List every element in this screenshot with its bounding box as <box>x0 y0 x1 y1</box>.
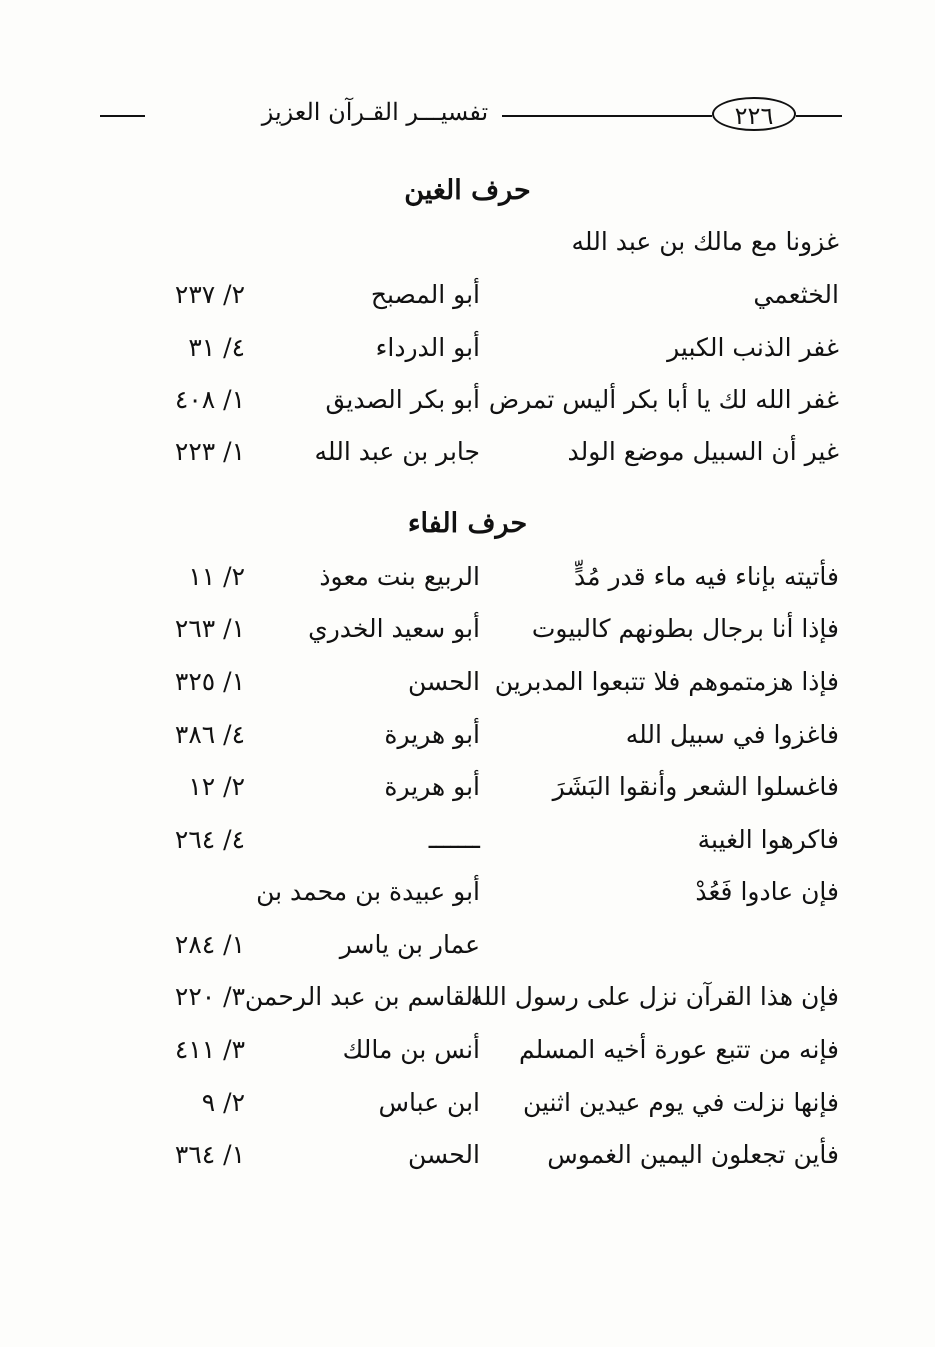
hadith-text: غفر الذنب الكبير <box>667 333 839 362</box>
narrator: أبو الدرداء <box>375 333 480 362</box>
index-row <box>0 1140 935 1190</box>
index-row <box>0 825 935 875</box>
index-row <box>0 772 935 822</box>
narrator: عمار بن ياسر <box>339 930 480 959</box>
index-row <box>0 930 935 980</box>
hadith-text: فأتيته بإناء فيه ماء قدر مُدٍّ <box>574 562 839 591</box>
reference: ٤/ ٣١ <box>188 333 245 362</box>
reference: ١/ ٢٨٤ <box>174 930 245 959</box>
header-rule-middle <box>502 115 712 117</box>
narrator: أبو سعيد الخدري <box>308 614 480 643</box>
reference: ٢/ ٩ <box>201 1088 245 1117</box>
narrator: أنس بن مالك <box>342 1035 480 1064</box>
narrator: ابن عباس <box>378 1088 480 1117</box>
hadith-text: فإذا هزمتموهم فلا تتبعوا المدبرين <box>494 667 839 696</box>
index-row <box>0 720 935 770</box>
reference: ١/ ٢٢٣ <box>174 437 245 466</box>
section-title-fa: حرف الفاء <box>407 508 528 539</box>
page-header <box>100 96 842 136</box>
hadith-text: فإذا أنا برجال بطونهم كالبيوت <box>531 614 839 643</box>
reference: ٣/ ٢٢٠ <box>174 982 245 1011</box>
index-row <box>0 667 935 717</box>
narrator: أبو هريرة <box>384 772 480 801</box>
hadith-text: فإن هذا القرآن نزل على رسول الله <box>470 982 839 1011</box>
hadith-text: فإن عادوا فَعُدْ <box>695 877 839 906</box>
hadith-text: فأين تجعلون اليمين الغموس <box>547 1140 839 1169</box>
narrator: أبو هريرة <box>384 720 480 749</box>
hadith-text: فاغسلوا الشعر وأنقوا البَشَرَ <box>552 772 839 801</box>
index-row <box>0 982 935 1032</box>
index-row <box>0 614 935 664</box>
narrator: الربيع بنت معوذ <box>319 562 480 591</box>
index-row <box>0 1035 935 1085</box>
hadith-text: غفر الله لك يا أبا بكر أليس تمرض <box>488 385 839 414</box>
narrator: أبو عبيدة بن محمد بن <box>256 877 480 906</box>
index-row <box>0 1088 935 1138</box>
running-title: تفسيـــر القـرآن العزيز <box>261 98 489 126</box>
reference: ١/ ٣٢٥ <box>174 667 245 696</box>
hadith-text: الخثعمي <box>753 280 839 309</box>
hadith-text: فإنها نزلت في يوم عيدين اثنين <box>522 1088 839 1117</box>
narrator: الحسن <box>407 667 480 696</box>
index-row <box>0 227 935 277</box>
reference: ١/ ٤٠٨ <box>174 385 245 414</box>
index-row <box>0 877 935 927</box>
reference: ٢/ ١٢ <box>188 772 245 801</box>
index-row <box>0 562 935 612</box>
header-rule-right <box>796 115 842 117</box>
reference: ٤/ ٢٦٤ <box>174 825 245 854</box>
reference: ٢/ ١١ <box>188 562 245 591</box>
hadith-text: غير أن السبيل موضع الولد <box>567 437 839 466</box>
hadith-text: فاغزوا في سبيل الله <box>625 720 839 749</box>
reference: ٢/ ٢٣٧ <box>174 280 245 309</box>
hadith-text: فإنه من تتبع عورة أخيه المسلم <box>518 1035 839 1064</box>
index-row <box>0 385 935 435</box>
hadith-text: فاكرهوا الغيبة <box>697 825 839 854</box>
index-row <box>0 437 935 487</box>
page-number: ٢٢٦ <box>712 97 796 131</box>
narrator: أبو المصبح <box>370 280 480 309</box>
narrator: أبو بكر الصديق <box>325 385 480 414</box>
index-row <box>0 280 935 330</box>
header-rule-left <box>100 115 145 117</box>
reference: ١/ ٢٦٣ <box>174 614 245 643</box>
index-row <box>0 333 935 383</box>
narrator: الحسن <box>407 1140 480 1169</box>
reference: ٤/ ٣٨٦ <box>174 720 245 749</box>
narrator: جابر بن عبد الله <box>314 437 480 466</box>
reference: ٣/ ٤١١ <box>174 1035 245 1064</box>
narrator: القاسم بن عبد الرحمن <box>244 982 480 1011</box>
narrator-dash: ـــــــ <box>428 825 480 854</box>
reference: ١/ ٣٦٤ <box>174 1140 245 1169</box>
section-title-ghain: حرف الغين <box>404 175 531 206</box>
hadith-text: غزونا مع مالك بن عبد الله <box>571 227 839 256</box>
